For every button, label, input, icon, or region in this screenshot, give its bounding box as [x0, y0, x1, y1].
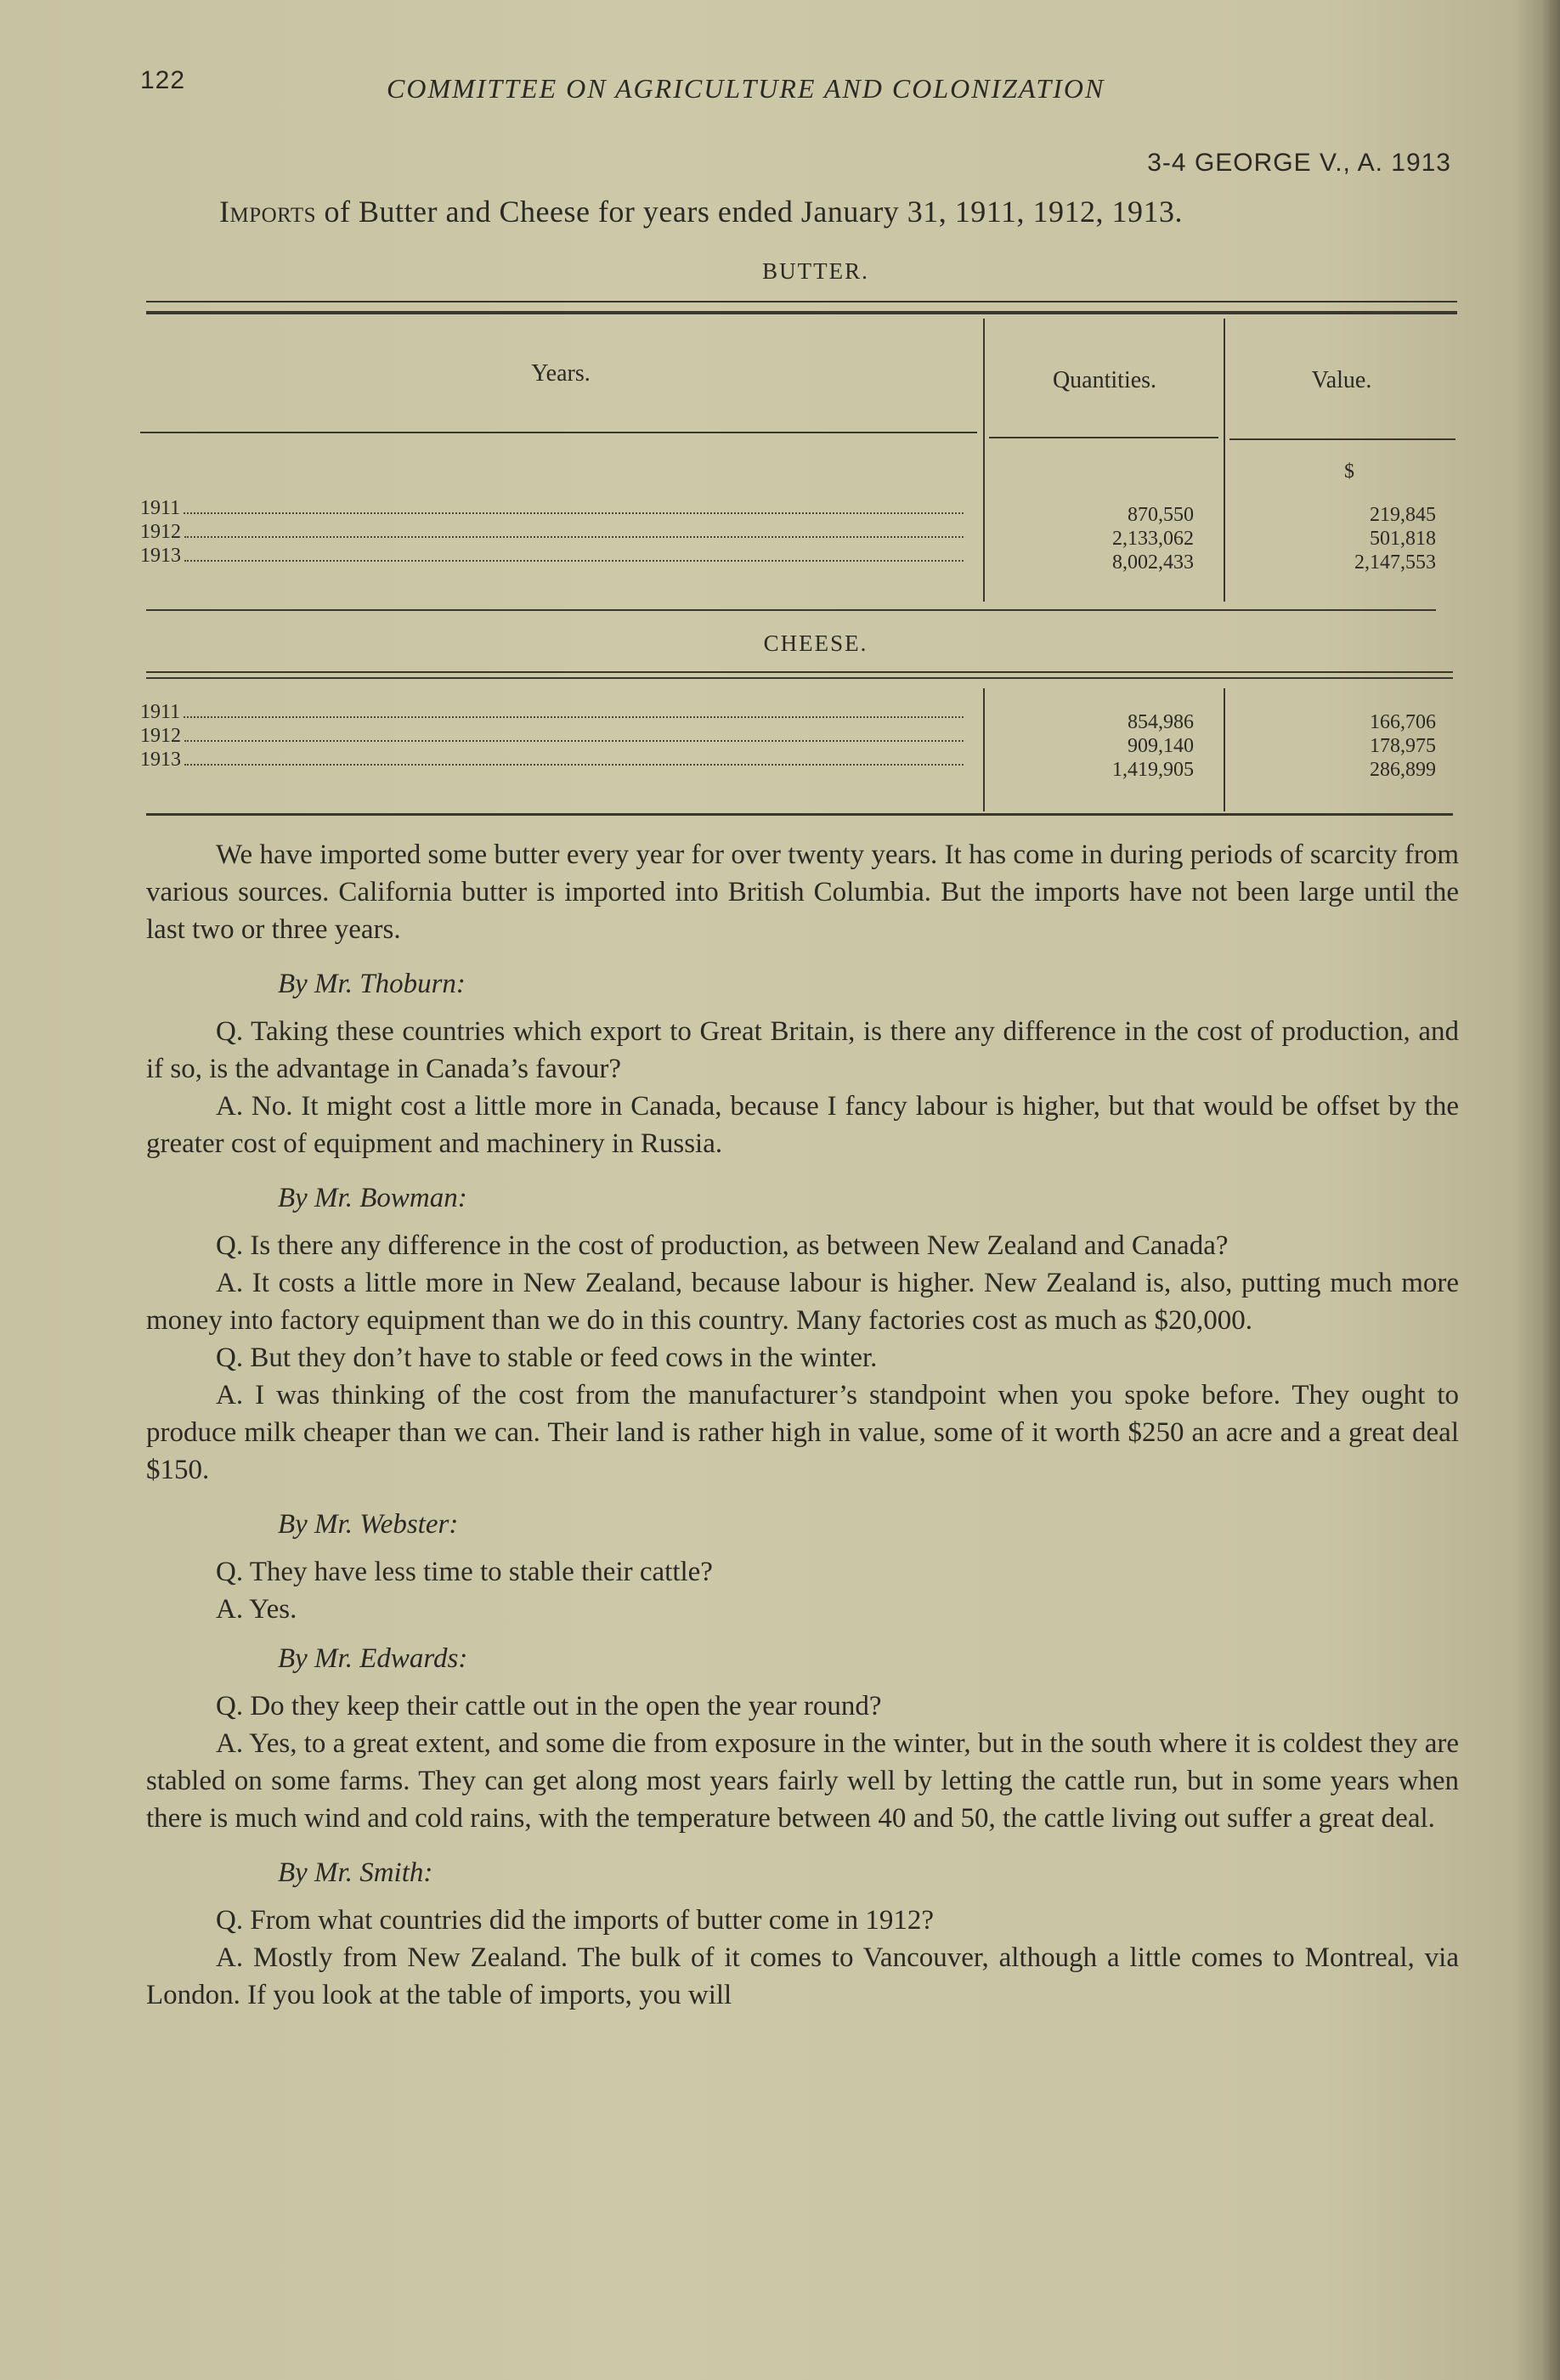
speaker-heading: By Mr. Thoburn:: [278, 969, 466, 999]
question: Q. From what countries did the imports of butter come in 1912?: [216, 1905, 935, 1936]
quantity-cell: 1,419,905: [1112, 759, 1194, 781]
question: Q. Taking these countries which export to Great Britain, is there any difference in the cost of production, and if so, is the advantage in Canada’s favour?: [146, 1016, 1459, 1084]
page-number: 122: [140, 66, 186, 94]
dot-leader: [184, 716, 964, 718]
answer: A. Yes, to a great extent, and some die from exposure in the winter, but in the south where it is coldest they are stabled on some farms. They can get along most years fairly well by letting the cattle run, but in some years when there is much wind and cold rains, with the temperature between 40 and 50, the cattle living out suffer a great deal.: [146, 1728, 1459, 1834]
speaker-heading: By Mr. Bowman:: [278, 1183, 467, 1213]
year-cell: 1911: [140, 497, 181, 519]
quantity-cell: 2,133,062: [1112, 528, 1194, 550]
year-cell: 1913: [140, 749, 181, 771]
value-cell: 286,899: [1370, 759, 1436, 781]
table-caption-lead: Imports: [219, 195, 317, 229]
table-row: [140, 496, 969, 520]
table-row: [140, 544, 969, 568]
table-top-rule: [146, 301, 1457, 302]
table-row: [140, 748, 969, 772]
table-bottom-rule: [146, 813, 1453, 816]
section-title-cheese: CHEESE.: [763, 630, 868, 656]
year-cell: 1911: [140, 701, 181, 723]
cheese-values: [1232, 710, 1436, 782]
dot-leader: [184, 764, 964, 766]
speaker-heading: By Mr. Smith:: [278, 1857, 433, 1888]
dot-leader: [184, 740, 964, 742]
value-cell: 178,975: [1370, 735, 1436, 757]
year-cell: 1912: [140, 521, 181, 543]
answer: A. I was thinking of the cost from the manufacturer’s standpoint when you spoke before. They ought to produce milk cheaper than we can. Their land is rather high in value, some of it worth $250 an acre and a great deal $150.: [146, 1380, 1459, 1485]
answer: A. Yes.: [216, 1594, 297, 1625]
year-cell: 1912: [140, 725, 181, 747]
cheese-quantities: [994, 710, 1194, 782]
question: Q. But they don’t have to stable or feed cows in the winter.: [216, 1343, 878, 1373]
header-rule: [989, 437, 1218, 438]
quantity-cell: 909,140: [1128, 735, 1194, 757]
speaker-heading: By Mr. Edwards:: [278, 1643, 468, 1674]
body-text: [146, 836, 1459, 2014]
butter-quantities: [994, 503, 1194, 574]
quantity-cell: 870,550: [1128, 504, 1194, 526]
question: Q. They have less time to stable their cattle?: [216, 1557, 713, 1587]
question: Q. Is there any difference in the cost of production, as between New Zealand and Canada?: [216, 1230, 1229, 1261]
column-divider: [1224, 319, 1225, 602]
table-top-rule-heavy: [146, 311, 1457, 314]
column-divider: [983, 319, 985, 602]
column-header-years: Years.: [531, 360, 591, 387]
header-rule: [1229, 438, 1455, 440]
table-row: [140, 724, 969, 748]
table-caption-rest: of Butter and Cheese for years ended January 31, 1911, 1912, 1913.: [316, 195, 1183, 229]
question: Q. Do they keep their cattle out in the open the year round?: [216, 1691, 882, 1721]
quantity-cell: 854,986: [1128, 711, 1194, 733]
section-rule: [146, 677, 1453, 679]
answer: A. No. It might cost a little more in Canada, because I fancy labour is higher, but that would be offset by the greater cost of equipment and machinery in Russia.: [146, 1091, 1459, 1159]
column-header-value: Value.: [1311, 367, 1372, 393]
running-head: COMMITTEE ON AGRICULTURE AND COLONIZATION: [387, 73, 1105, 104]
value-unit: $: [1344, 461, 1354, 483]
dot-leader: [184, 512, 964, 514]
value-cell: 2,147,553: [1354, 551, 1436, 574]
dot-leader: [184, 536, 964, 538]
paragraph: We have imported some butter every year for over twenty years. It has come in during periods of scarcity from various sources. California butter is imported into British Columbia. But the imports have not been large until the last two or three years.: [146, 840, 1459, 945]
column-divider: [1224, 688, 1225, 811]
speaker-heading: By Mr. Webster:: [278, 1509, 459, 1540]
section-title-butter: BUTTER.: [762, 258, 869, 284]
value-cell: 501,818: [1370, 528, 1436, 550]
value-cell: 166,706: [1370, 711, 1436, 733]
table-row: [140, 520, 969, 544]
cheese-years: [140, 700, 969, 772]
table-caption: [219, 194, 1183, 229]
section-rule: [146, 609, 1436, 611]
header-rule: [140, 432, 977, 433]
value-cell: 219,845: [1370, 504, 1436, 526]
table-row: [140, 700, 969, 724]
session-label: 3-4 GEORGE V., A. 1913: [1147, 149, 1451, 177]
answer: A. It costs a little more in New Zealand, because labour is higher. New Zealand is, also, putting much more money into factory equipment than we do in this country. Many factories cost as much as $20,000.: [146, 1268, 1459, 1336]
column-divider: [983, 688, 985, 811]
dot-leader: [184, 560, 964, 562]
butter-values: [1232, 503, 1436, 574]
column-header-quantities: Quantities.: [1052, 367, 1157, 393]
page-edge-shadow: [1541, 0, 1560, 2380]
butter-years: [140, 496, 969, 568]
quantity-cell: 8,002,433: [1112, 551, 1194, 574]
section-rule: [146, 671, 1453, 673]
year-cell: 1913: [140, 545, 181, 567]
answer: A. Mostly from New Zealand. The bulk of it comes to Vancouver, although a little comes to Montreal, via London. If you look at the table of imports, you will: [146, 1942, 1459, 2010]
